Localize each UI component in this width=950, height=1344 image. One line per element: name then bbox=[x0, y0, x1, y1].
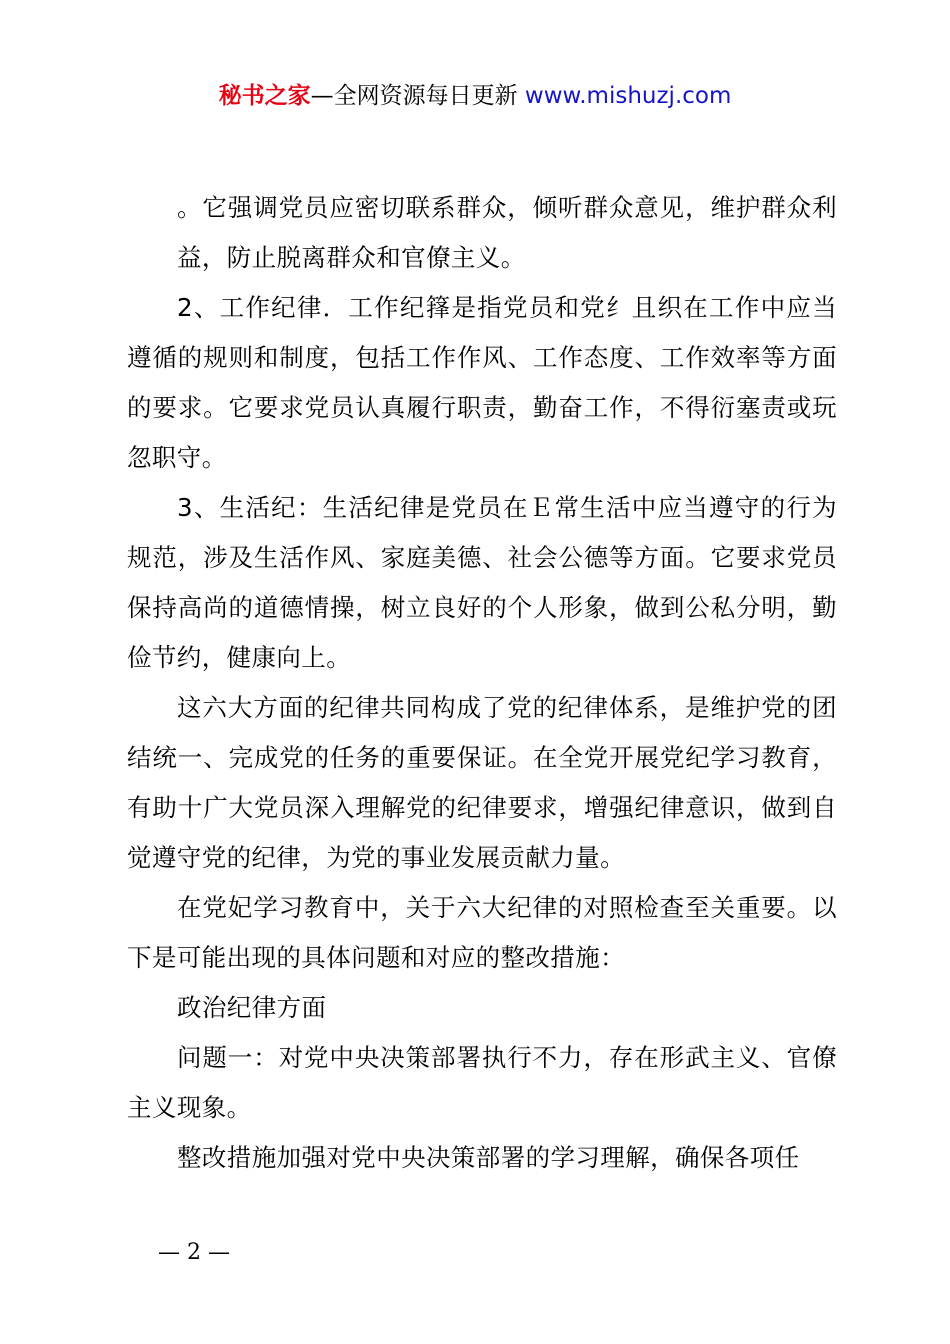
paragraph-continuation: 。它强调党员应密切联系群众，倾听群众意见，维护群众利益，防止脱离群众和官僚主义。 bbox=[177, 193, 837, 272]
paragraph-rectification: 整改措施加强对党中央决策部署的学习理解，确保各项任 bbox=[177, 1143, 800, 1172]
page-number: — 2 — bbox=[158, 1240, 230, 1265]
site-url-link[interactable]: www.mishuzj.com bbox=[524, 83, 732, 109]
paragraph-discipline-system: 这六大方面的纪律共同构成了党的纪律体系，是维护党的团结统一、完成党的任务的重要保证。在全党开展党纪学习教育，有助十广大党员深入理解党的纪律要求，增强纪律意识，做到自觉遵守党的纪律，为党的事业发展贡献力量。 bbox=[127, 693, 837, 872]
paragraph-problem-one: 问题一：对党中央决策部署执行不力，存在形武主义、官僚主义现象。 bbox=[127, 1043, 837, 1122]
site-brand: 秘书之家 bbox=[218, 83, 311, 109]
section-heading-political: 政治纪律方面 bbox=[177, 993, 327, 1022]
site-tagline: —全网资源每日更新 bbox=[310, 83, 525, 109]
paragraph-life-discipline: 3、生活纪：生活纪律是党员在Ｅ常生活中应当遵守的行为规范，涉及生活作风、家庭美德、社会公德等方面。它要求党员保持高尚的道德情操，树立良好的个人形象，做到公私分明，勤俭节约，健康向上。 bbox=[127, 493, 837, 672]
paragraph-work-discipline: 2、工作纪律．工作纪箨是指党员和党纟且织在工作中应当遵循的规则和制度，包括工作作风、工作态度、工作效率等方面的要求。它要求党员认真履行职责，勤奋工作，不得衍塞责或玩忽职守。 bbox=[127, 293, 837, 472]
document-body bbox=[127, 183, 837, 1183]
page-header bbox=[0, 80, 950, 112]
paragraph-check-intro: 在党妃学习教育中，关于六大纪律的对照检查至关重要。以下是可能出现的具体问题和对应的整改措施： bbox=[127, 893, 837, 972]
